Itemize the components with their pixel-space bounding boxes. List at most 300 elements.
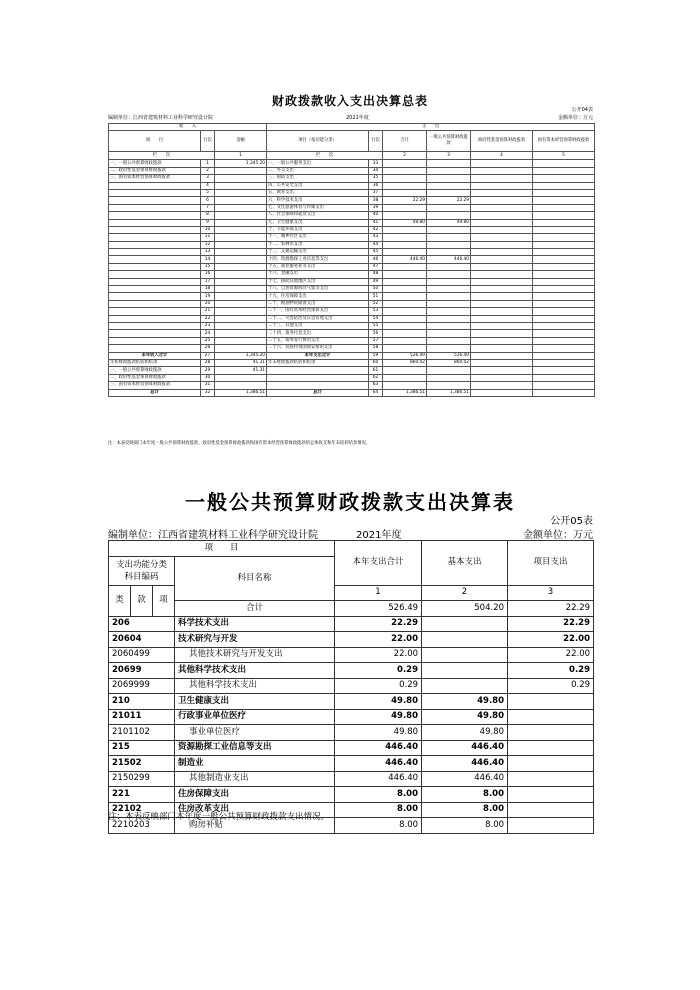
t04-expense-item: 二十五、债务发行费用支出 [267, 337, 369, 344]
t05-row-name: 行政事业单位医疗 [175, 709, 335, 725]
t04-income-item [109, 197, 201, 204]
t05-row-v2 [422, 616, 508, 632]
t04-row [109, 374, 595, 381]
t04-income-line: 30 [201, 374, 215, 381]
t04-row [109, 197, 595, 204]
t04-income-line: 1 [201, 160, 215, 167]
t04-expense-general [427, 189, 471, 196]
t04-expense-capital [533, 337, 595, 344]
t05-header-basic: 基本支出 [422, 541, 508, 586]
t04-income-item [109, 182, 201, 189]
t04-expense-item: 二十二、灾害防治及应急管理支出 [267, 315, 369, 322]
t04-row [109, 212, 595, 219]
t04-expense-total [383, 271, 427, 278]
t05-row-v1: 49.80 [335, 725, 422, 741]
t05-row-v1: 8.00 [335, 787, 422, 803]
t04-income-item [109, 337, 201, 344]
t04-expense-general [427, 293, 471, 300]
t05-row-v3 [508, 802, 594, 818]
t04-expense-item: 十七、援助其他地区支出 [267, 278, 369, 285]
t04-income-line: 13 [201, 249, 215, 256]
t04-income-item [109, 249, 201, 256]
t05-row-code: 2210203 [109, 818, 175, 834]
t05-row-code: 2150299 [109, 771, 175, 787]
t04-income-amount [215, 374, 267, 381]
t04-expense-item: 本年支出合计 [267, 352, 369, 359]
t04-row [109, 271, 595, 278]
t05-col-2: 2 [422, 585, 508, 601]
t04-income-line: 6 [201, 197, 215, 204]
t04-expense-item: 二十三、其他支出 [267, 322, 369, 329]
t04-expense-capital [533, 382, 595, 389]
t04-expense-total [383, 226, 427, 233]
t04-expense-general: 22.29 [427, 197, 471, 204]
t04-income-amount [215, 175, 267, 182]
t04-expense-line: 49 [369, 278, 383, 285]
t04-expense-fund [471, 352, 533, 359]
t04-expense-line: 41 [369, 219, 383, 226]
t04-income-amount: 1,345.20 [215, 160, 267, 167]
t04-expense-total: 446.40 [383, 256, 427, 263]
t04-expense-fund [471, 167, 533, 174]
t04-expense-general: 1,386.51 [427, 389, 471, 396]
t04-expense-total [383, 263, 427, 270]
t05-row-name: 科学技术支出 [175, 616, 335, 632]
t05-row-code: 210 [109, 694, 175, 710]
t04-expense-item: 十三、交通运输支出 [267, 249, 369, 256]
t04-expense-item: 一、一般公共服务支出 [267, 160, 369, 167]
t05-row-v3 [508, 787, 594, 803]
t05-row-code: 2069999 [109, 678, 175, 694]
t04-expense-fund [471, 367, 533, 374]
t05-row-v2: 446.40 [422, 771, 508, 787]
t05-col-3: 3 [508, 585, 594, 601]
t04-expense-item: 二十四、债务付息支出 [267, 330, 369, 337]
t04-expense-line: 57 [369, 337, 383, 344]
t04-expense-total [383, 249, 427, 256]
t04-income-item: 本年收入合计 [109, 352, 201, 359]
t04-expense-total [383, 182, 427, 189]
t04-col-fund: 政府性基金预算财政拨款 [471, 131, 533, 152]
t04-income-line: 31 [201, 382, 215, 389]
t04-expense-item: 二、外交支出 [267, 167, 369, 174]
t04-row [109, 382, 595, 389]
t04-expense-total [383, 315, 427, 322]
t05-row-v3 [508, 694, 594, 710]
t05-row [109, 740, 594, 756]
t04-expense-capital [533, 271, 595, 278]
t05-total-1: 526.49 [335, 601, 422, 617]
t04-expense-general [427, 374, 471, 381]
t05-row-v1: 49.80 [335, 694, 422, 710]
t04-row [109, 263, 595, 270]
t04-col-item: 项 目 [109, 131, 201, 152]
t04-income-item [109, 219, 201, 226]
t04-expense-general [427, 249, 471, 256]
t04-income-amount: 1,386.51 [215, 389, 267, 396]
t04-col-general: 一般公共预算财政拨款 [427, 131, 471, 152]
t04-expense-total [383, 286, 427, 293]
t04-expense-line: 33 [369, 160, 383, 167]
t04-expense-capital [533, 293, 595, 300]
t04-expense-total: 860.02 [383, 359, 427, 366]
t05-row-v1: 0.29 [335, 678, 422, 694]
t04-expense-general [427, 278, 471, 285]
t05-row [109, 756, 594, 772]
t04-row [109, 256, 595, 263]
t04-income-amount [215, 234, 267, 241]
t04-income-amount [215, 300, 267, 307]
t04-sub-3: 3 [427, 152, 471, 160]
t04-income-item [109, 204, 201, 211]
t05-total-2: 504.20 [422, 601, 508, 617]
t04-expense-capital [533, 167, 595, 174]
t04-income-amount [215, 293, 267, 300]
t04-expense-fund [471, 374, 533, 381]
t04-expense-capital [533, 256, 595, 263]
t04-income-line: 16 [201, 271, 215, 278]
t04-expense-line: 39 [369, 204, 383, 211]
t04-income-line: 29 [201, 367, 215, 374]
t04-expense-general [427, 167, 471, 174]
t04-expense-capital [533, 241, 595, 248]
t05-row-code: 2101102 [109, 725, 175, 741]
t04-col-line2: 行次 [369, 131, 383, 152]
t05-row-name: 制造业 [175, 756, 335, 772]
t04-expense-item [267, 374, 369, 381]
t05-row-v3 [508, 818, 594, 834]
t05-row-code: 20604 [109, 632, 175, 648]
t04-expense-line: 56 [369, 330, 383, 337]
t05-table [108, 540, 594, 834]
t04-expense-total [383, 167, 427, 174]
t05-row [109, 709, 594, 725]
t04-expense-line: 61 [369, 367, 383, 374]
t04-header-income: 收 入 [109, 124, 267, 131]
t05-row-v1: 22.29 [335, 616, 422, 632]
t04-income-line: 18 [201, 286, 215, 293]
t04-expense-fund [471, 182, 533, 189]
t05-year: 2021年度 [356, 530, 402, 541]
t05-row-v1: 8.00 [335, 802, 422, 818]
t04-col-line: 行次 [201, 131, 215, 152]
t04-expense-line: 45 [369, 249, 383, 256]
t05-row-v1: 22.00 [335, 632, 422, 648]
t04-expense-general [427, 322, 471, 329]
t04-col-total: 合计 [383, 131, 427, 152]
t04-expense-total [383, 308, 427, 315]
t05-total-3: 22.29 [508, 601, 594, 617]
t04-expense-line: 63 [369, 382, 383, 389]
t04-expense-item: 总计 [267, 389, 369, 396]
t05-row-code: 22102 [109, 802, 175, 818]
t05-row-code: 215 [109, 740, 175, 756]
t04-expense-item: 三、国防支出 [267, 175, 369, 182]
t04-expense-total [383, 189, 427, 196]
t04-expense-item: 十四、资源勘探工业信息等支出 [267, 256, 369, 263]
t04-income-item: 总计 [109, 389, 201, 396]
t05-row [109, 616, 594, 632]
t04-expense-item [267, 367, 369, 374]
t04-note: 注：本表反映部门本年度一般公共预算财政拨款、政府性基金预算财政拨款和国有资本经营预算财政拨款的总体收支和年末结转结余情况。 [108, 441, 371, 446]
t04-income-item: 一、一般公共预算财政拨款 [109, 367, 201, 374]
t05-row-name: 其他科学技术支出 [175, 663, 335, 679]
t04-expense-item: 五、教育支出 [267, 189, 369, 196]
t04-income-item [109, 271, 201, 278]
t04-income-amount: 41.31 [215, 367, 267, 374]
t04-expense-line: 48 [369, 271, 383, 278]
t04-expense-item: 十九、住房保障支出 [267, 293, 369, 300]
t05-row-v2 [422, 632, 508, 648]
t05-header-code: 支出功能分类科目编码 [109, 556, 175, 585]
t04-expense-general: 446.40 [427, 256, 471, 263]
t04-expense-line: 43 [369, 234, 383, 241]
t04-expense-line: 62 [369, 374, 383, 381]
t04-row [109, 278, 595, 285]
t04-expense-total [383, 330, 427, 337]
t04-col-item2: 项目（按功能分类） [267, 131, 369, 152]
t04-income-item [109, 226, 201, 233]
t04-expense-item: 二十、粮油物资储备支出 [267, 300, 369, 307]
t04-income-line: 19 [201, 293, 215, 300]
t04-income-item: 二、政府性基金预算财政拨款 [109, 167, 201, 174]
t04-sub-label: 栏 次 [109, 152, 215, 160]
t04-income-amount [215, 219, 267, 226]
t05-row-name: 事业单位医疗 [175, 725, 335, 741]
t05-row-v1: 49.80 [335, 709, 422, 725]
t04-row [109, 167, 595, 174]
t04-income-line: 27 [201, 352, 215, 359]
t04-income-line: 5 [201, 189, 215, 196]
t04-expense-total [383, 337, 427, 344]
t04-income-amount [215, 212, 267, 219]
t04-income-item [109, 263, 201, 270]
t04-expense-total [383, 241, 427, 248]
t04-income-amount [215, 308, 267, 315]
t04-sub-label2: 栏 次 [267, 152, 383, 160]
t04-row [109, 359, 595, 366]
t04-expense-item: 二十六、抗疫特别国债安排的支出 [267, 345, 369, 352]
t04-expense-line: 52 [369, 300, 383, 307]
t04-expense-capital [533, 352, 595, 359]
t04-expense-fund [471, 212, 533, 219]
t04-row [109, 226, 595, 233]
t04-code: 公开04表 [571, 107, 593, 113]
t05-row-v2: 8.00 [422, 818, 508, 834]
t05-row-v3: 22.00 [508, 632, 594, 648]
t04-income-line: 23 [201, 322, 215, 329]
t04-expense-fund [471, 278, 533, 285]
t04-expense-fund [471, 330, 533, 337]
t04-row [109, 345, 595, 352]
t04-row [109, 219, 595, 226]
t04-expense-capital [533, 278, 595, 285]
t04-expense-line: 47 [369, 263, 383, 270]
t05-row [109, 694, 594, 710]
t04-income-line: 3 [201, 175, 215, 182]
t04-row [109, 160, 595, 167]
t05-row-name: 购房补贴 [175, 818, 335, 834]
t04-income-item [109, 241, 201, 248]
t04-expense-fund [471, 337, 533, 344]
t04-expense-line: 51 [369, 293, 383, 300]
t04-expense-total [383, 374, 427, 381]
t04-expense-fund [471, 189, 533, 196]
t04-expense-total: 526.49 [383, 352, 427, 359]
t04-income-line: 22 [201, 315, 215, 322]
t04-income-amount [215, 182, 267, 189]
t04-income-line: 8 [201, 212, 215, 219]
t04-sub-1: 1 [215, 152, 267, 160]
t04-expense-general [427, 263, 471, 270]
t05-row-v1: 8.00 [335, 818, 422, 834]
t05-row-v2: 8.00 [422, 802, 508, 818]
t04-expense-capital [533, 263, 595, 270]
t04-row [109, 286, 595, 293]
t04-expense-capital [533, 322, 595, 329]
t04-row [109, 204, 595, 211]
t04-row [109, 175, 595, 182]
t04-income-amount [215, 263, 267, 270]
t05-row-v1: 0.29 [335, 663, 422, 679]
t04-expense-total [383, 160, 427, 167]
t04-income-amount [215, 167, 267, 174]
t05-row-v3 [508, 709, 594, 725]
t04-expense-line: 36 [369, 182, 383, 189]
t04-expense-total [383, 234, 427, 241]
t04-expense-item: 八、社会保障和就业支出 [267, 212, 369, 219]
t04-expense-fund [471, 308, 533, 315]
t04-expense-total: 22.29 [383, 197, 427, 204]
t04-expense-general [427, 367, 471, 374]
t04-expense-total [383, 345, 427, 352]
t04-expense-general [427, 234, 471, 241]
t04-income-line: 14 [201, 256, 215, 263]
t05-amount-unit: 金额单位：万元 [523, 530, 593, 541]
t04-row [109, 389, 595, 396]
t04-income-item [109, 345, 201, 352]
t04-row [109, 337, 595, 344]
t05-row-code: 206 [109, 616, 175, 632]
t05-row [109, 632, 594, 648]
t04-expense-total [383, 204, 427, 211]
t05-row-name: 技术研究与开发 [175, 632, 335, 648]
t04-expense-general [427, 315, 471, 322]
t04-expense-general [427, 226, 471, 233]
t04-row [109, 241, 595, 248]
t04-income-amount: 1,345.20 [215, 352, 267, 359]
t05-row-v1: 22.00 [335, 647, 422, 663]
t05-row [109, 787, 594, 803]
t04-expense-line: 40 [369, 212, 383, 219]
t04-expense-capital [533, 226, 595, 233]
t04-income-item: 一、一般公共预算财政拨款 [109, 160, 201, 167]
t04-income-amount [215, 278, 267, 285]
t05-header-proj: 项目支出 [508, 541, 594, 586]
t05-row-v3: 0.29 [508, 663, 594, 679]
t05-row [109, 725, 594, 741]
t04-expense-general [427, 241, 471, 248]
t04-income-line: 25 [201, 337, 215, 344]
t04-expense-general [427, 345, 471, 352]
t04-row [109, 367, 595, 374]
t04-expense-fund [471, 300, 533, 307]
t05-row-code: 21502 [109, 756, 175, 772]
t05-row-v2: 49.80 [422, 694, 508, 710]
t04-expense-line: 38 [369, 197, 383, 204]
t04-expense-fund [471, 197, 533, 204]
t04-expense-capital [533, 182, 595, 189]
t04-income-item: 三、国有资本经营预算财政拨款 [109, 175, 201, 182]
t04-expense-fund [471, 345, 533, 352]
t05-row-v3 [508, 725, 594, 741]
t04-expense-capital [533, 359, 595, 366]
t04-expense-capital [533, 374, 595, 381]
t04-expense-capital [533, 345, 595, 352]
t04-year: 2021年度 [346, 115, 369, 121]
t04-income-amount [215, 189, 267, 196]
t04-expense-line: 59 [369, 352, 383, 359]
t04-row [109, 352, 595, 359]
t04-expense-total: 1,386.51 [383, 389, 427, 396]
t04-row [109, 249, 595, 256]
t04-expense-capital [533, 300, 595, 307]
t05-row-v3: 0.29 [508, 678, 594, 694]
t04-expense-line: 37 [369, 189, 383, 196]
t04-expense-fund [471, 256, 533, 263]
t04-income-amount [215, 249, 267, 256]
t05-row [109, 771, 594, 787]
t04-expense-capital [533, 234, 595, 241]
t05-row-v1: 446.40 [335, 740, 422, 756]
t04-expense-line: 60 [369, 359, 383, 366]
t05-header-name: 科目名称 [175, 556, 335, 601]
t04-expense-line: 46 [369, 256, 383, 263]
t04-income-amount [215, 226, 267, 233]
t04-income-item [109, 300, 201, 307]
t04-row [109, 234, 595, 241]
t05-row-v2 [422, 678, 508, 694]
t04-expense-fund [471, 175, 533, 182]
t04-income-item [109, 189, 201, 196]
t04-income-item [109, 315, 201, 322]
t05-row-v1: 446.40 [335, 771, 422, 787]
t05-row-v3: 22.29 [508, 616, 594, 632]
t04-expense-item: 九、卫生健康支出 [267, 219, 369, 226]
t04-income-line: 7 [201, 204, 215, 211]
t04-expense-general [427, 300, 471, 307]
t04-expense-general [427, 175, 471, 182]
t04-expense-fund [471, 226, 533, 233]
t04-income-line: 32 [201, 389, 215, 396]
t04-expense-capital [533, 219, 595, 226]
t04-expense-item: 十二、农林水支出 [267, 241, 369, 248]
t04-expense-total [383, 367, 427, 374]
t04-income-amount: 41.31 [215, 359, 267, 366]
t04-expense-item: 二十一、国有资本经营预算支出 [267, 308, 369, 315]
t04-expense-general: 526.49 [427, 352, 471, 359]
t04-income-amount [215, 197, 267, 204]
t04-income-amount [215, 382, 267, 389]
t04-expense-line: 54 [369, 315, 383, 322]
t04-title: 财政拨款收入支出决算总表 [271, 94, 428, 108]
t05-row-v2 [422, 647, 508, 663]
t05-header-kuan: 款 [131, 585, 153, 616]
t05-row-code: 21011 [109, 709, 175, 725]
t05-header-total: 本年支出合计 [335, 541, 422, 586]
t04-expense-general [427, 337, 471, 344]
t04-expense-line: 34 [369, 167, 383, 174]
